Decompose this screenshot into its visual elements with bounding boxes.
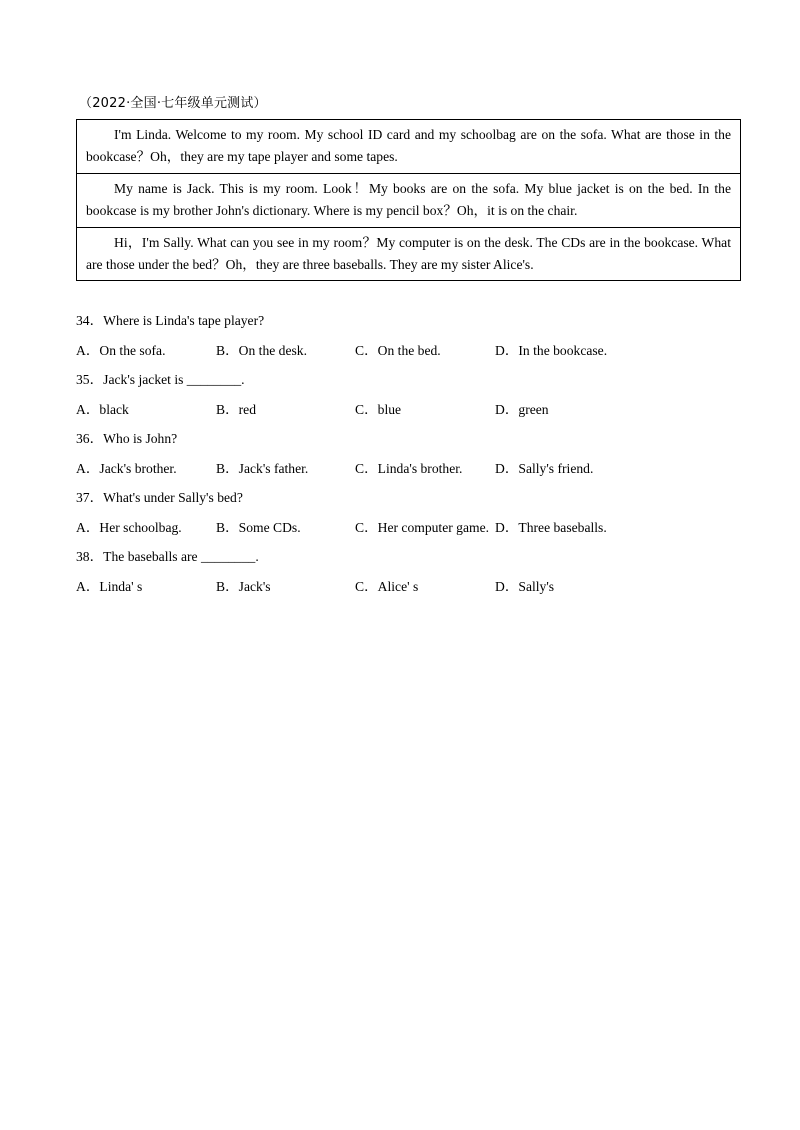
question-34-option-d[interactable]: D．In the bookcase. bbox=[495, 342, 608, 358]
question-35-option-d[interactable]: D．green bbox=[495, 401, 549, 417]
question-36-option-c[interactable]: C．Linda's brother. bbox=[355, 460, 463, 476]
passage-linda: I'm Linda. Welcome to my room. My school ID card and my schoolbag are on the sofa. What are those in the bookcase？Oh，they are my tape player and some tapes. bbox=[86, 127, 731, 164]
question-34-stem: 34．Where is Linda's tape player? bbox=[76, 313, 265, 328]
passage-table bbox=[76, 119, 741, 281]
question-35-option-b[interactable]: B．red bbox=[216, 401, 257, 417]
question-38-option-c[interactable]: C．Alice' s bbox=[355, 578, 419, 594]
question-38-option-a[interactable]: A．Linda' s bbox=[76, 578, 143, 594]
question-35-options bbox=[76, 399, 756, 429]
question-34-options bbox=[76, 340, 756, 370]
question-35-option-c[interactable]: C．blue bbox=[355, 401, 402, 417]
question-34-option-b[interactable]: B．On the desk. bbox=[216, 342, 307, 358]
question-35-option-a[interactable]: A．black bbox=[76, 401, 129, 417]
question-36-stem: 36．Who is John? bbox=[76, 431, 178, 446]
question-35-stem: 35．Jack's jacket is ________. bbox=[76, 372, 245, 387]
question-38-option-d[interactable]: D．Sally's bbox=[495, 578, 555, 594]
question-38-option-b[interactable]: B．Jack's bbox=[216, 578, 271, 594]
passage-sally: Hi，I'm Sally. What can you see in my room？My computer is on the desk. The CDs are in the bookcase. What are those under the bed？Oh，they are three baseballs. They are my sister Alice's. bbox=[77, 227, 740, 281]
question-37-option-b[interactable]: B．Some CDs. bbox=[216, 519, 301, 535]
source-note: （2022·全国·七年级单元测试） bbox=[79, 96, 267, 111]
question-36-option-b[interactable]: B．Jack's father. bbox=[216, 460, 309, 476]
question-34-option-c[interactable]: C．On the bed. bbox=[355, 342, 441, 358]
question-list bbox=[76, 310, 756, 605]
question-37-stem: 37．What's under Sally's bed? bbox=[76, 490, 243, 505]
question-37-option-d[interactable]: D．Three baseballs. bbox=[495, 519, 607, 535]
question-37-option-c[interactable]: C．Her computer game. bbox=[355, 519, 490, 535]
question-36-option-d[interactable]: D．Sally's friend. bbox=[495, 460, 594, 476]
passage-jack: My name is Jack. This is my room. Look！My books are on the sofa. My blue jacket is on the bed. In the bookcase is my brother John's dictionary. Where is my pencil box？Oh，it is on the chair. bbox=[77, 173, 740, 227]
question-38-stem: 38．The baseballs are ________. bbox=[76, 549, 259, 564]
question-37-option-a[interactable]: A．Her schoolbag. bbox=[76, 519, 182, 535]
question-38-options bbox=[76, 576, 756, 606]
question-37-options bbox=[76, 517, 756, 547]
question-36-option-a[interactable]: A．Jack's brother. bbox=[76, 460, 177, 476]
question-36-options bbox=[76, 458, 756, 488]
question-34-option-a[interactable]: A．On the sofa. bbox=[76, 342, 166, 358]
